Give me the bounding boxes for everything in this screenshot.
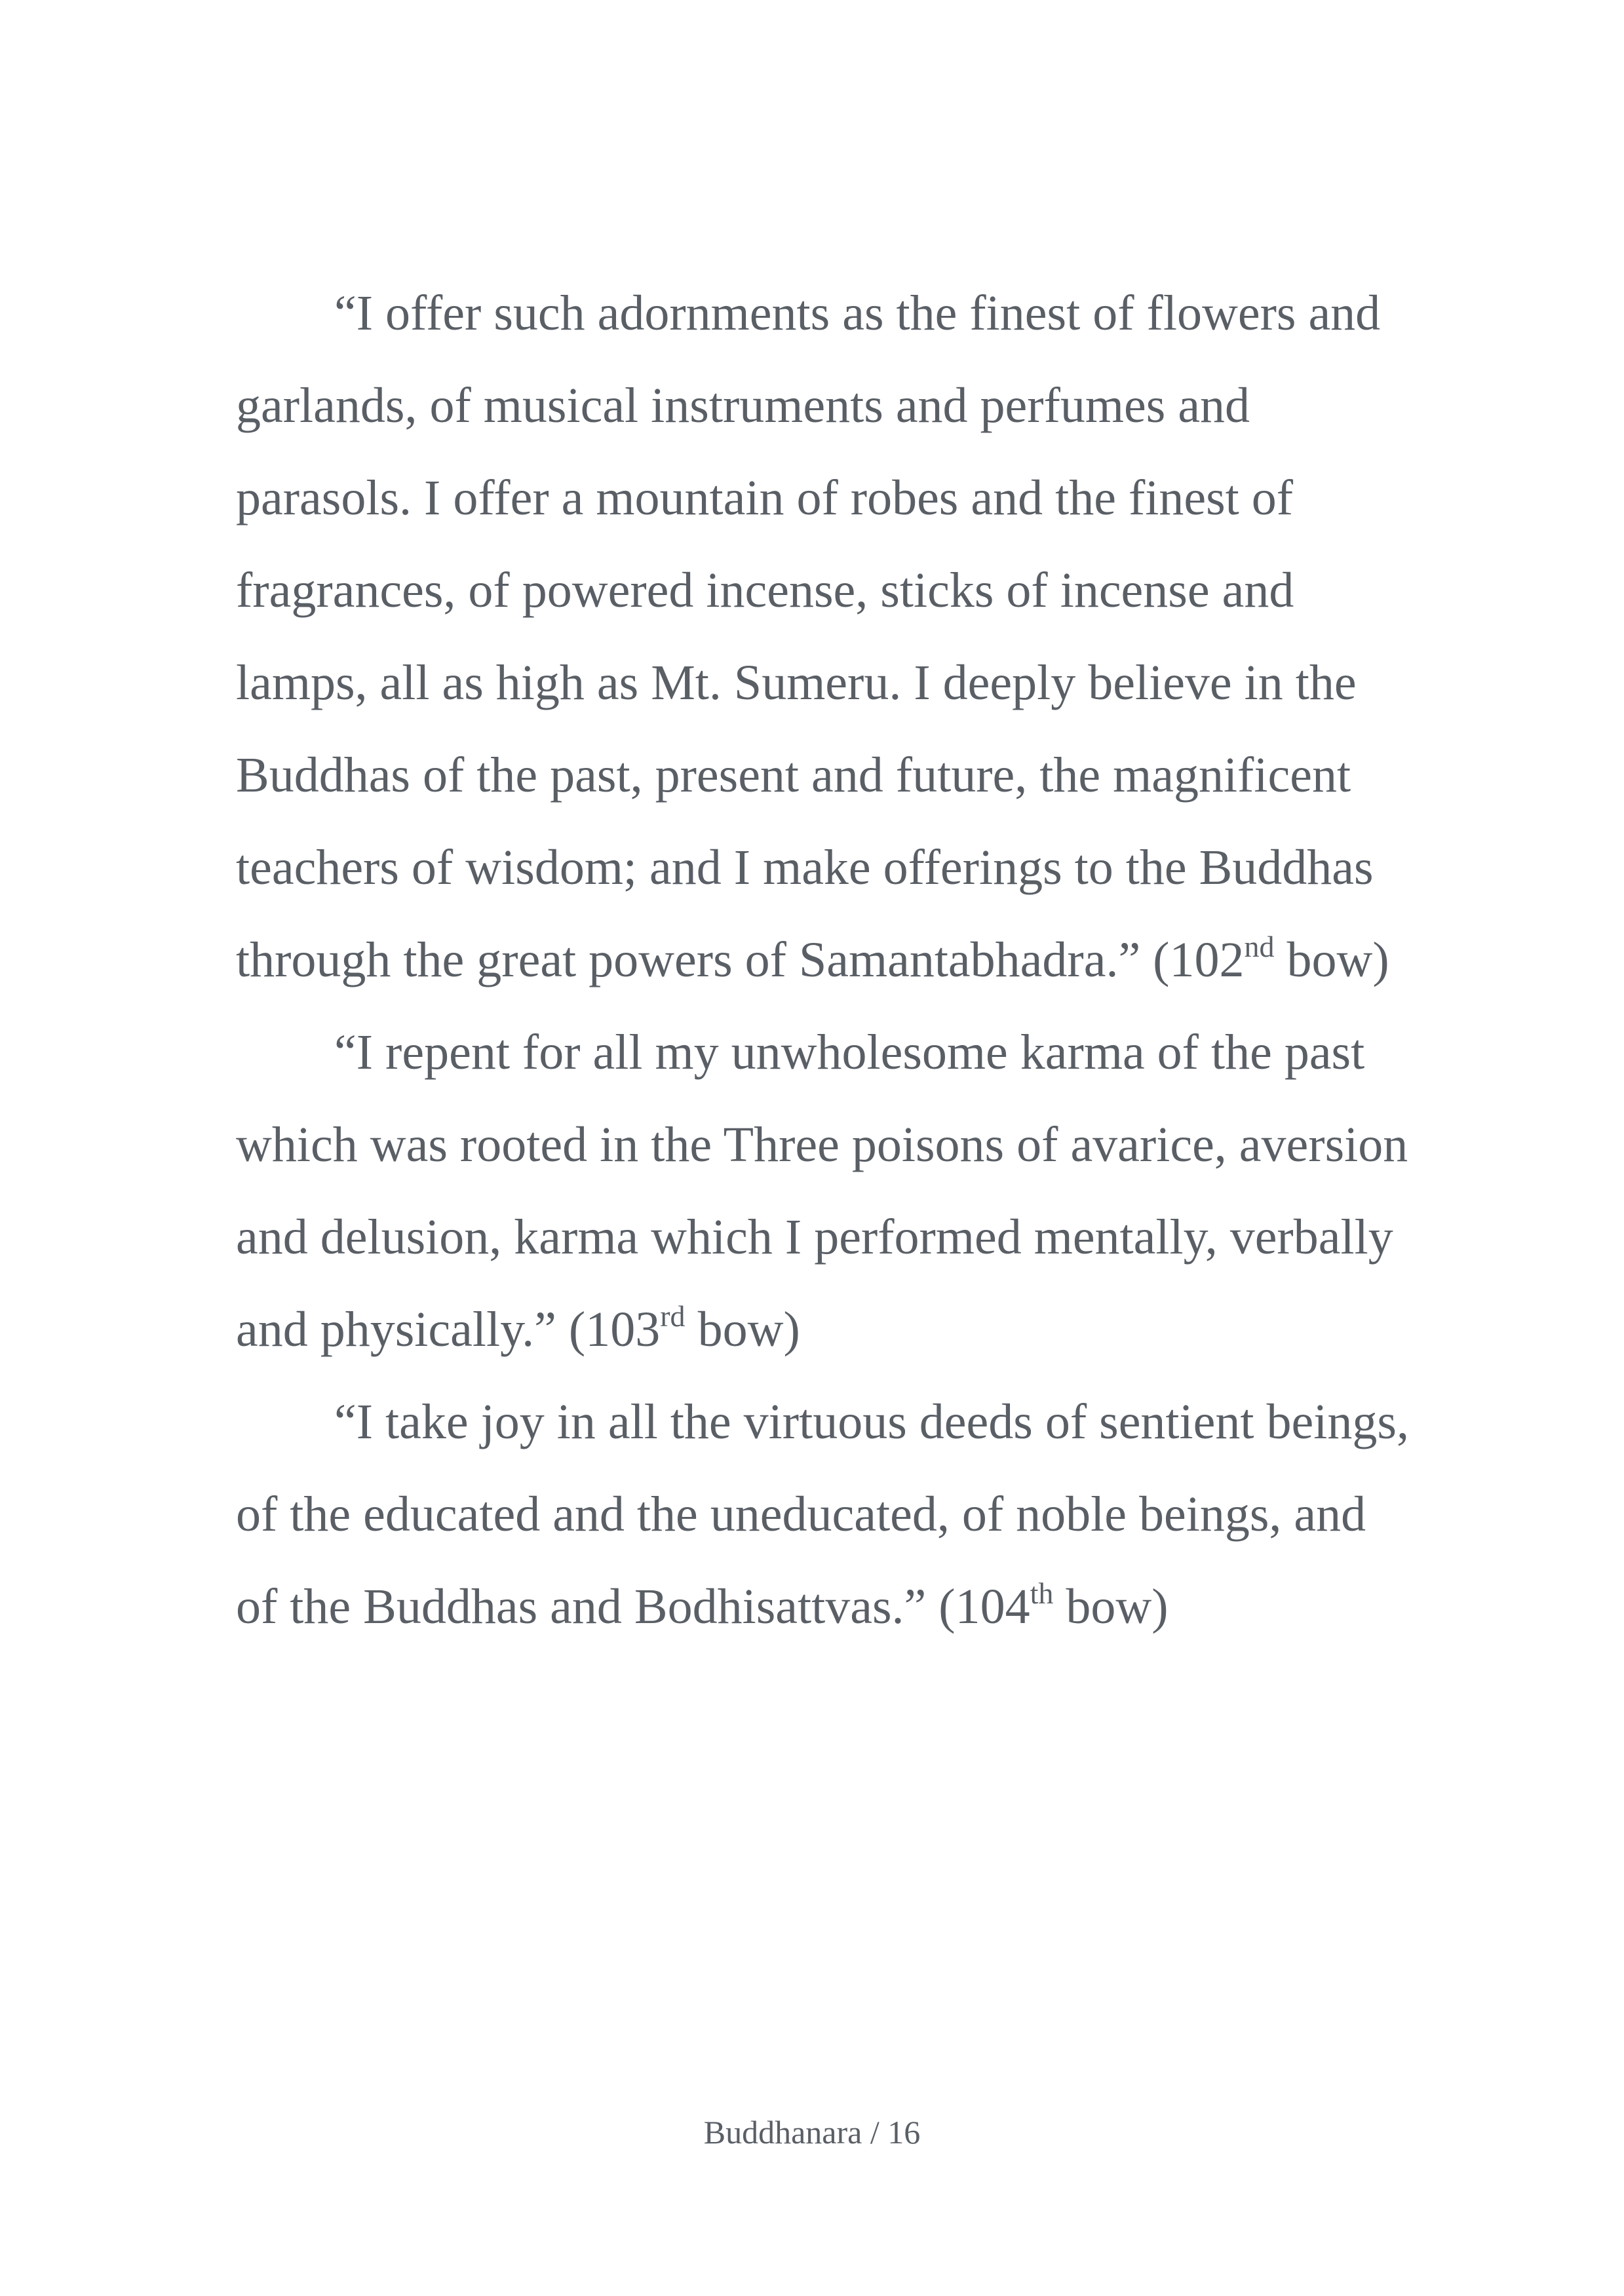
ordinal-suffix: rd xyxy=(660,1299,686,1333)
paragraph-text: “I take joy in all the virtuous deeds of sentient beings, of the educated and the uneducated, of noble beings, and of the Buddhas and Bodhisattvas.” (104 xyxy=(236,1394,1409,1634)
ordinal-suffix: nd xyxy=(1244,929,1275,963)
paragraph-tail: bow) xyxy=(685,1302,800,1357)
paragraph-tail: bow) xyxy=(1053,1579,1169,1634)
paragraph-text: “I offer such adornments as the finest of flowers and garlands, of musical instruments and perfumes and parasols. I offer a mountain of robes and the finest of fragrances, of powered incense, sticks of incense and lamps, all as high as Mt. Sumeru. I deeply believe in the Buddhas of the past, present and future, the magnificent teachers of wisdom; and I make offerings to the Buddhas through the great powers of Samantabhadra.” (102 xyxy=(236,286,1381,987)
paragraph-offerings xyxy=(236,267,1409,1006)
paragraph-rejoicing xyxy=(236,1376,1409,1653)
body-text xyxy=(236,267,1409,1653)
page-footer: Buddhanara / 16 xyxy=(703,2114,921,2151)
ordinal-suffix: th xyxy=(1030,1576,1054,1610)
paragraph-repentance xyxy=(236,1006,1409,1376)
paragraph-text: “I repent for all my unwholesome karma of the past which was rooted in the Three poisons of avarice, aversion and delusion, karma which I performed mentally, verbally and physically.” (103 xyxy=(236,1025,1408,1357)
paragraph-tail: bow) xyxy=(1274,932,1389,987)
